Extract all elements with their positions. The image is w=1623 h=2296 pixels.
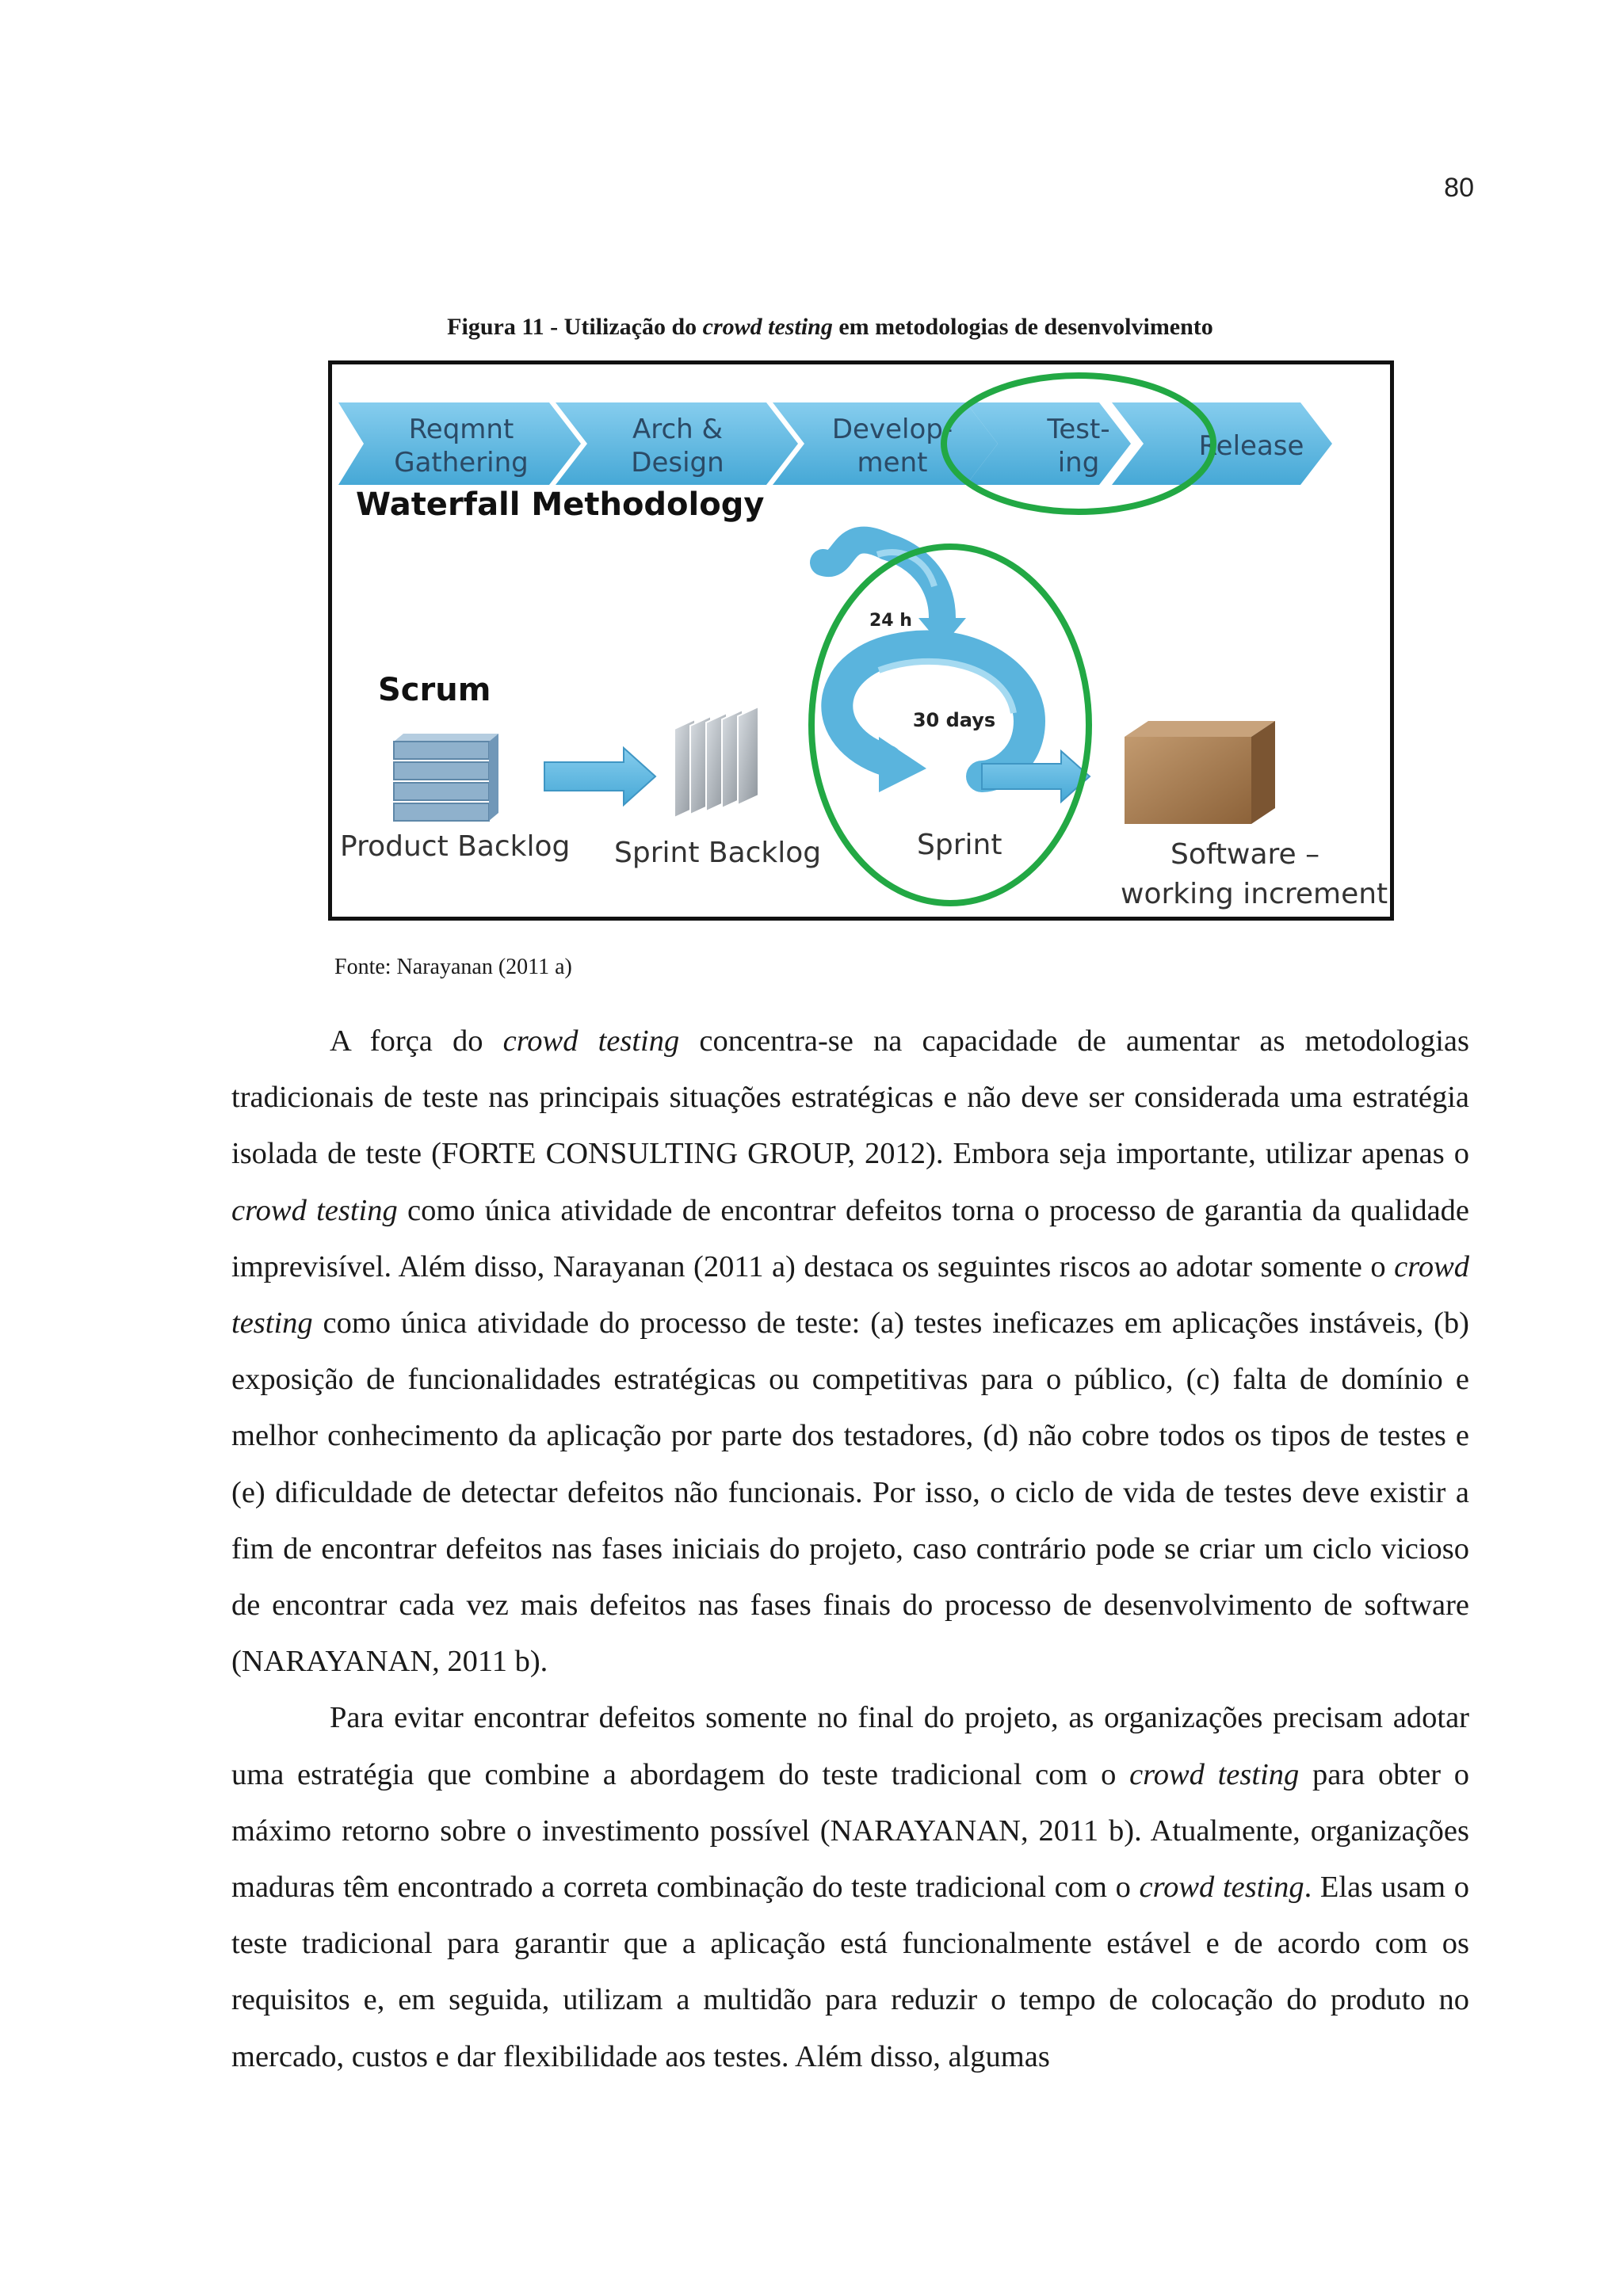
- stage-testing-line1: Test-: [1047, 414, 1110, 445]
- paragraph: [231, 1690, 1469, 2084]
- stage-arch-line1: Arch &: [632, 414, 724, 445]
- product-backlog-label: Product Backlog: [340, 830, 571, 863]
- text-run: como única atividade de encontrar defeitos torna o processo de garantia da qualidade imprevisível. Além disso, Narayanan (2011 a) destaca os seguintes riscos ao adotar somente o: [231, 1193, 1469, 1283]
- software-label-line1: Software –: [1170, 838, 1320, 871]
- sprint-cycle: [823, 540, 1090, 802]
- figure-methodologies: [328, 360, 1394, 921]
- sprint-backlog-cards: [674, 707, 758, 818]
- paragraph: [231, 1013, 1469, 1690]
- text-run: como única atividade do processo de teste: (a) testes ineficazes em aplicações instáveis, (b) exposição de funcionalidades estratégicas ou competitivas para o público, (c) falta de domínio e melhor conhecimento da aplicação por parte dos testadores, (d) não cobre todos os tipos de testes e (e) dificuldade de detectar defeitos não funcionais. Por isso, o ciclo de vida de testes deve existir a fim de encontrar defeitos nas fases iniciais do projeto, caso contrário pode se criar um ciclo vicioso de encontrar cada vez mais defeitos nas fases finais do processo de desenvolvimento de software (NARAYANAN, 2011 b).: [231, 1306, 1469, 1679]
- italic-term: crowd testing: [231, 1193, 398, 1227]
- page-number: 80: [1444, 173, 1474, 203]
- body-text: [231, 1013, 1469, 2085]
- stage-develop-line1: Develop-: [831, 414, 953, 445]
- stage-reqmnt-line1: Reqmnt: [408, 414, 514, 445]
- stage-arch-line2: Design: [631, 447, 724, 479]
- text-run: Para evitar encontrar defeitos somente no final do projeto, as organizações precisam adotar uma estratégia que combine a abordagem do teste tradicional com o: [231, 1701, 1469, 1791]
- waterfall-title: Waterfall Methodology: [356, 486, 765, 523]
- italic-term: crowd testing: [1129, 1757, 1300, 1791]
- figure-diagram: [332, 364, 1390, 917]
- stage-reqmnt-line2: Gathering: [394, 447, 529, 479]
- product-backlog-stack: [394, 734, 498, 821]
- text-run: para obter o máximo retorno sobre o investimento possível (NARAYANAN, 2011 b). Atualmente, organizações maduras têm encontrado a correta combinação do teste tradicional com o: [231, 1757, 1470, 1905]
- sprint-backlog-label: Sprint Backlog: [614, 837, 822, 869]
- italic-term: crowd testing: [231, 1249, 1469, 1341]
- stage-testing-line2: ing: [1057, 447, 1100, 479]
- arrow-to-sprint-backlog: [544, 748, 655, 805]
- figure-caption: [238, 314, 1423, 341]
- text-run: A força do: [330, 1024, 503, 1058]
- figure-source: Fonte: Narayanan (2011 a): [334, 955, 572, 979]
- caption-italic: crowd testing: [702, 314, 833, 340]
- text-run: concentra-se na capacidade de aumentar as metodologias tradicionais de teste nas principais situações estratégicas e não deve ser considerada uma estratégia isolada de teste (FORTE CONSULTING GROUP, 2012). Embora seja importante, utilizar apenas o: [231, 1024, 1469, 1171]
- sprint-label: Sprint: [917, 829, 1002, 861]
- software-box: [1125, 721, 1275, 824]
- caption-suffix: em metodologias de desenvolvimento: [832, 314, 1213, 340]
- software-label-line2: working increment: [1121, 878, 1388, 910]
- cycle-daily-label: 24 h: [869, 611, 912, 631]
- italic-term: crowd testing: [502, 1024, 680, 1058]
- stage-develop-line2: ment: [857, 447, 928, 479]
- caption-prefix: Figura 11 - Utilização do: [447, 314, 703, 340]
- cycle-sprint-label: 30 days: [912, 709, 996, 731]
- text-run: . Elas usam o teste tradicional para garantir que a aplicação está funcionalmente estável e de acordo com os requisitos e, em seguida, utilizam a multidão para reduzir o tempo de colocação do produto no mercado, custos e dar flexibilidade aos testes. Além disso, algumas: [231, 1871, 1469, 2073]
- scrum-title: Scrum: [378, 672, 491, 708]
- italic-term: crowd testing: [1139, 1871, 1304, 1905]
- stage-release-line1: Release: [1198, 430, 1304, 462]
